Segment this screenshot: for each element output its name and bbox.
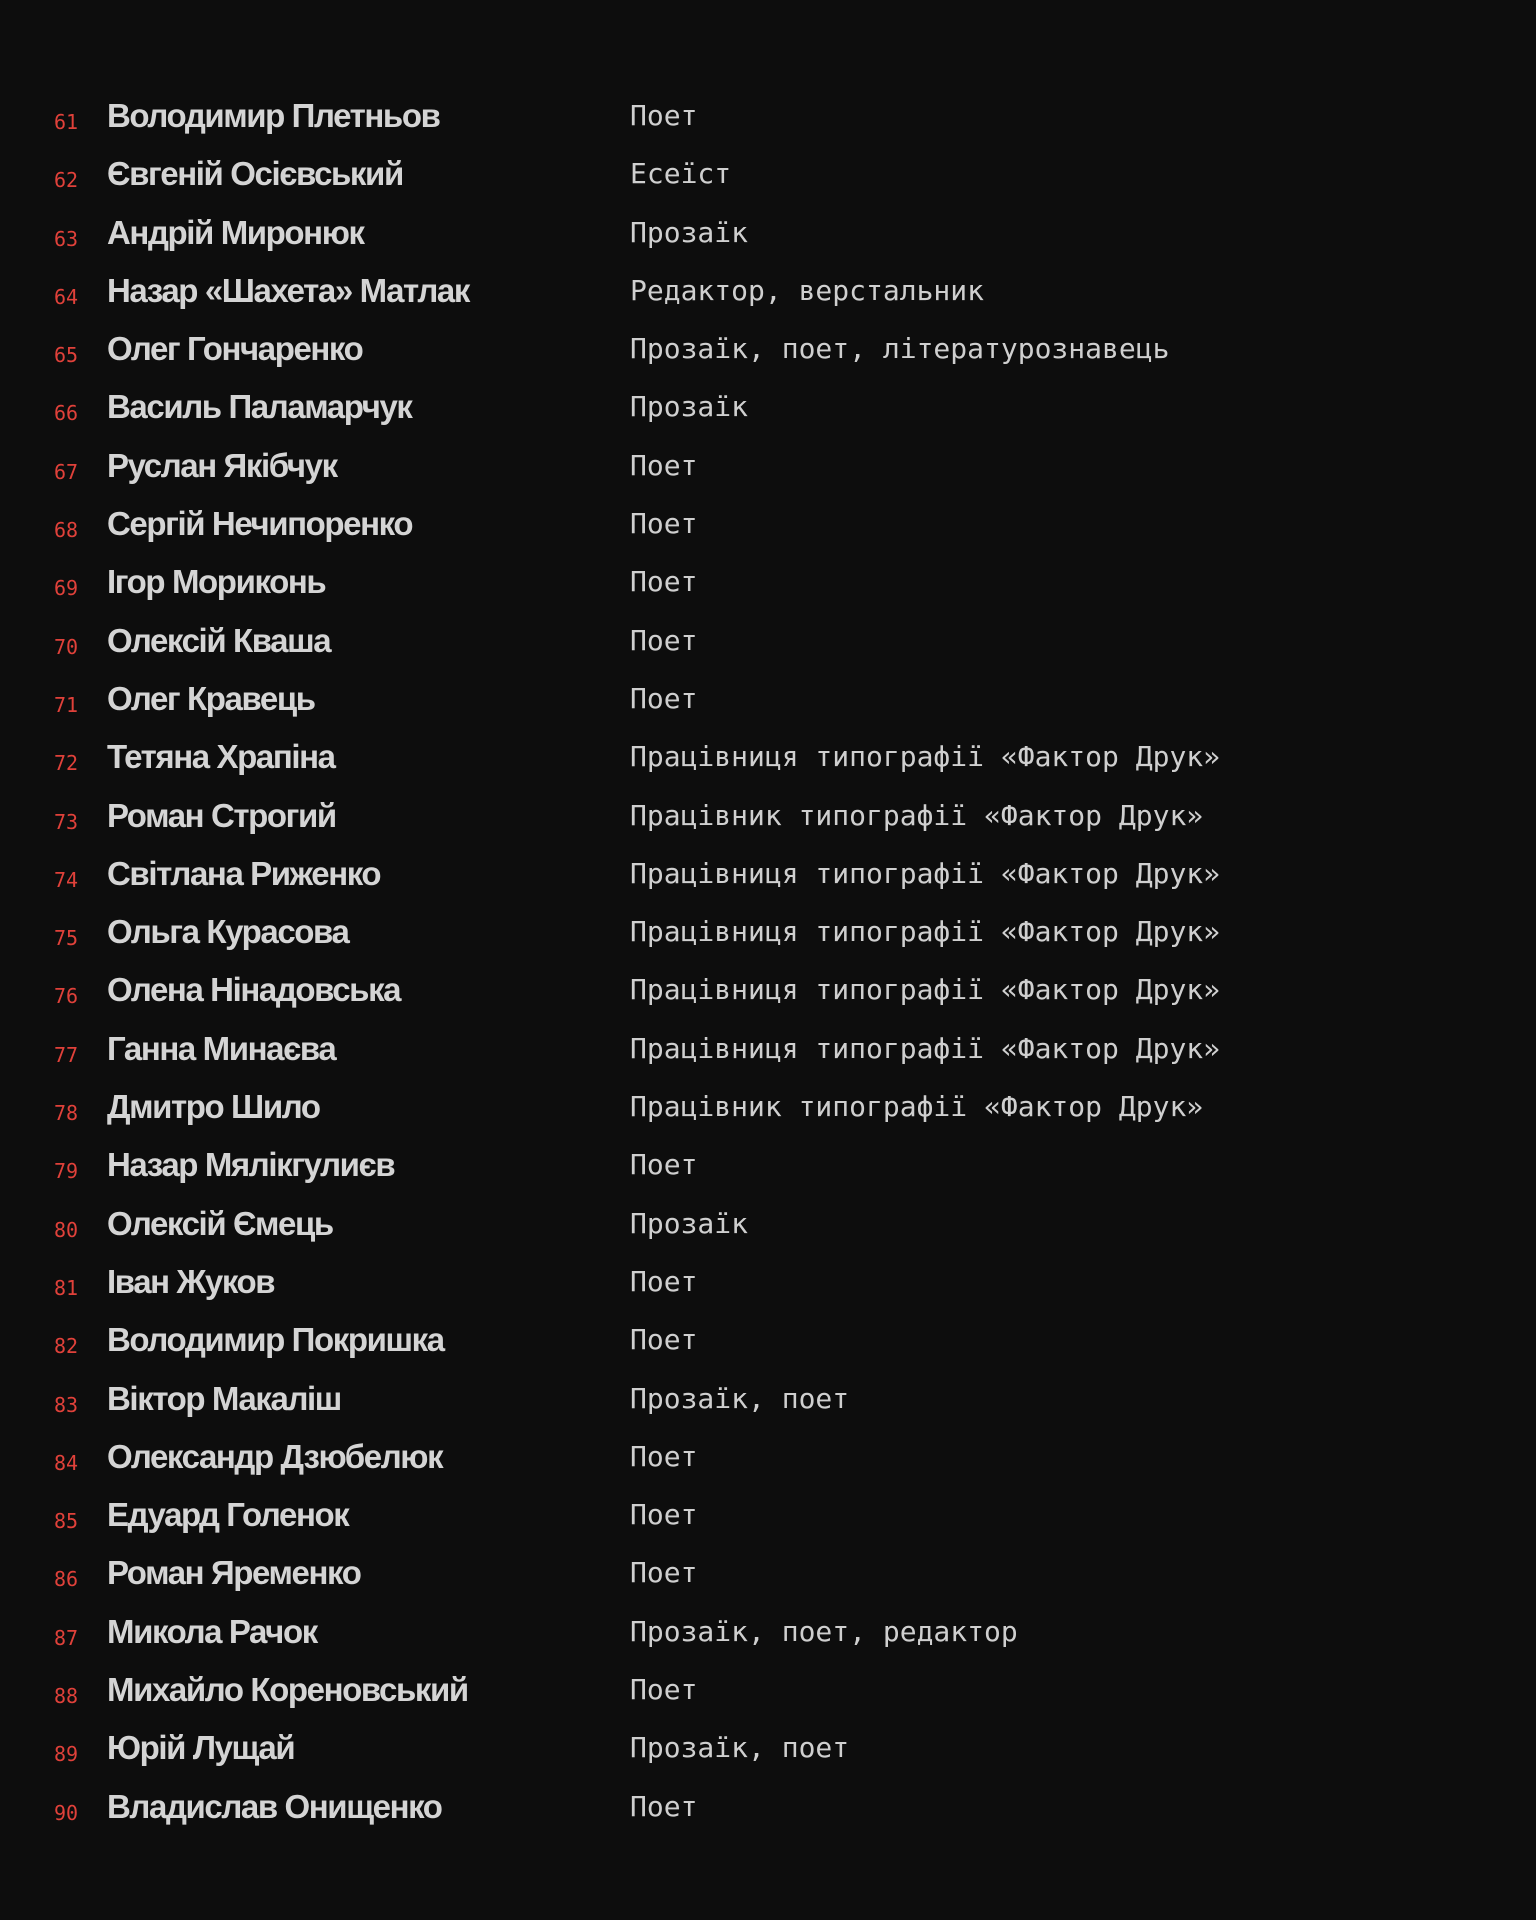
item-number: 78 [54, 1101, 79, 1126]
person-role: Поет [630, 1789, 698, 1823]
list-item [0, 1777, 1536, 1835]
list-item [0, 1077, 1536, 1135]
person-role: Есеїст [630, 157, 732, 191]
person-role: Працівниця типографії «Фактор Друк» [630, 856, 1221, 890]
person-role: Поет [630, 565, 698, 599]
person-role: Працівниця типографії «Фактор Друк» [630, 740, 1221, 774]
person-role: Поет [630, 507, 698, 541]
item-number: 80 [54, 1217, 79, 1242]
item-number: 89 [54, 1742, 79, 1767]
person-role: Поет [630, 623, 698, 657]
person-name: Руслан Якібчук [107, 446, 337, 484]
list-item [0, 1194, 1536, 1252]
item-number: 71 [54, 692, 79, 717]
person-name: Назар «Шахета» Матлак [107, 271, 469, 309]
person-name: Олексій Ємець [107, 1204, 333, 1242]
item-number: 75 [54, 926, 79, 951]
list-item [0, 436, 1536, 494]
list-item [0, 1310, 1536, 1368]
person-name: Дмитро Шило [107, 1088, 320, 1126]
list-item [0, 1718, 1536, 1776]
person-role: Поет [630, 1323, 698, 1357]
list-item [0, 1019, 1536, 1077]
person-role: Поет [630, 1439, 698, 1473]
person-role: Прозаїк, поет [630, 1731, 850, 1765]
item-number: 65 [54, 343, 79, 368]
item-number: 86 [54, 1567, 79, 1592]
person-role: Працівник типографії «Фактор Друк» [630, 798, 1204, 832]
person-role: Прозаїк [630, 215, 749, 249]
item-number: 82 [54, 1334, 79, 1359]
list-item [0, 1543, 1536, 1601]
person-name: Олексій Кваша [107, 621, 331, 659]
person-name: Василь Паламарчук [107, 388, 412, 426]
person-name: Роман Строгий [107, 796, 336, 834]
person-name: Світлана Риженко [107, 854, 381, 892]
person-name: Тетяна Храпіна [107, 738, 335, 776]
item-number: 77 [54, 1042, 79, 1067]
item-number: 66 [54, 401, 79, 426]
person-role: Поет [630, 1498, 698, 1532]
item-number: 73 [54, 809, 79, 834]
list-item [0, 786, 1536, 844]
person-name: Роман Яременко [107, 1554, 361, 1592]
person-role: Редактор, верстальник [630, 273, 985, 307]
list-item [0, 319, 1536, 377]
people-list [0, 86, 1536, 1835]
list-item [0, 1369, 1536, 1427]
person-name: Євгеній Осієвський [107, 155, 403, 193]
item-number: 64 [54, 284, 79, 309]
person-role: Поет [630, 99, 698, 132]
person-name: Микола Рачок [107, 1612, 317, 1650]
list-item [0, 669, 1536, 727]
item-number: 90 [54, 1800, 79, 1825]
person-role: Поет [630, 448, 698, 482]
person-name: Ольга Курасова [107, 913, 349, 951]
person-role: Працівниця типографії «Фактор Друк» [630, 915, 1221, 949]
person-role: Працівниця типографії «Фактор Друк» [630, 973, 1221, 1007]
item-number: 83 [54, 1392, 79, 1417]
person-name: Володимир Покришка [107, 1321, 444, 1359]
item-number: 74 [54, 867, 79, 892]
item-number: 81 [54, 1275, 79, 1300]
person-name: Сергій Нечипоренко [107, 505, 413, 543]
item-number: 61 [54, 110, 79, 134]
item-number: 68 [54, 518, 79, 543]
person-name: Олег Гончаренко [107, 330, 363, 368]
list-item [0, 494, 1536, 552]
person-role: Прозаїк, поет, редактор [630, 1614, 1018, 1648]
item-number: 87 [54, 1625, 79, 1650]
list-item [0, 902, 1536, 960]
item-number: 63 [54, 226, 79, 251]
list-item [0, 203, 1536, 261]
person-role: Прозаїк [630, 1206, 749, 1240]
item-number: 84 [54, 1450, 79, 1475]
person-role: Працівниця типографії «Фактор Друк» [630, 1031, 1221, 1065]
person-role: Поет [630, 1264, 698, 1298]
list-item [0, 377, 1536, 435]
item-number: 72 [54, 751, 79, 776]
person-name: Владислав Онищенко [107, 1787, 442, 1825]
person-name: Андрій Миронюк [107, 213, 364, 251]
item-number: 79 [54, 1159, 79, 1184]
person-role: Працівник типографії «Фактор Друк» [630, 1090, 1204, 1124]
list-item [0, 1602, 1536, 1660]
list-item [0, 844, 1536, 902]
item-number: 88 [54, 1684, 79, 1709]
person-role: Поет [630, 1556, 698, 1590]
person-name: Михайло Кореновський [107, 1671, 468, 1709]
list-item [0, 960, 1536, 1018]
item-number: 76 [54, 984, 79, 1009]
item-number: 67 [54, 459, 79, 484]
item-number: 85 [54, 1509, 79, 1534]
item-number: 69 [54, 576, 79, 601]
person-role: Поет [630, 1673, 698, 1707]
list-item [0, 261, 1536, 319]
person-name: Назар Мялікгулиєв [107, 1146, 395, 1184]
list-item [0, 1252, 1536, 1310]
person-role: Прозаїк, поет [630, 1381, 850, 1415]
person-name: Віктор Макаліш [107, 1379, 341, 1417]
list-item [0, 1135, 1536, 1193]
person-name: Олег Кравець [107, 679, 315, 717]
person-name: Олена Нінадовська [107, 971, 401, 1009]
person-role: Прозаїк [630, 390, 749, 424]
person-role: Поет [630, 681, 698, 715]
list-item [0, 1485, 1536, 1543]
list-item [0, 552, 1536, 610]
list-item [0, 144, 1536, 202]
person-name: Юрій Лущай [107, 1729, 295, 1767]
person-name: Іван Жуков [107, 1262, 275, 1300]
person-name: Олександр Дзюбелюк [107, 1437, 443, 1475]
list-item [0, 727, 1536, 785]
item-number: 70 [54, 634, 79, 659]
list-item [0, 611, 1536, 669]
person-role: Прозаїк, поет, літературознавець [630, 332, 1170, 366]
list-item [0, 1660, 1536, 1718]
list-item [0, 1427, 1536, 1485]
person-name: Володимир Плетньов [107, 97, 440, 134]
list-item [0, 86, 1536, 144]
person-name: Ігор Мориконь [107, 563, 326, 601]
person-name: Едуард Голенок [107, 1496, 349, 1534]
person-name: Ганна Минаєва [107, 1029, 336, 1067]
person-role: Поет [630, 1148, 698, 1182]
item-number: 62 [54, 168, 79, 193]
